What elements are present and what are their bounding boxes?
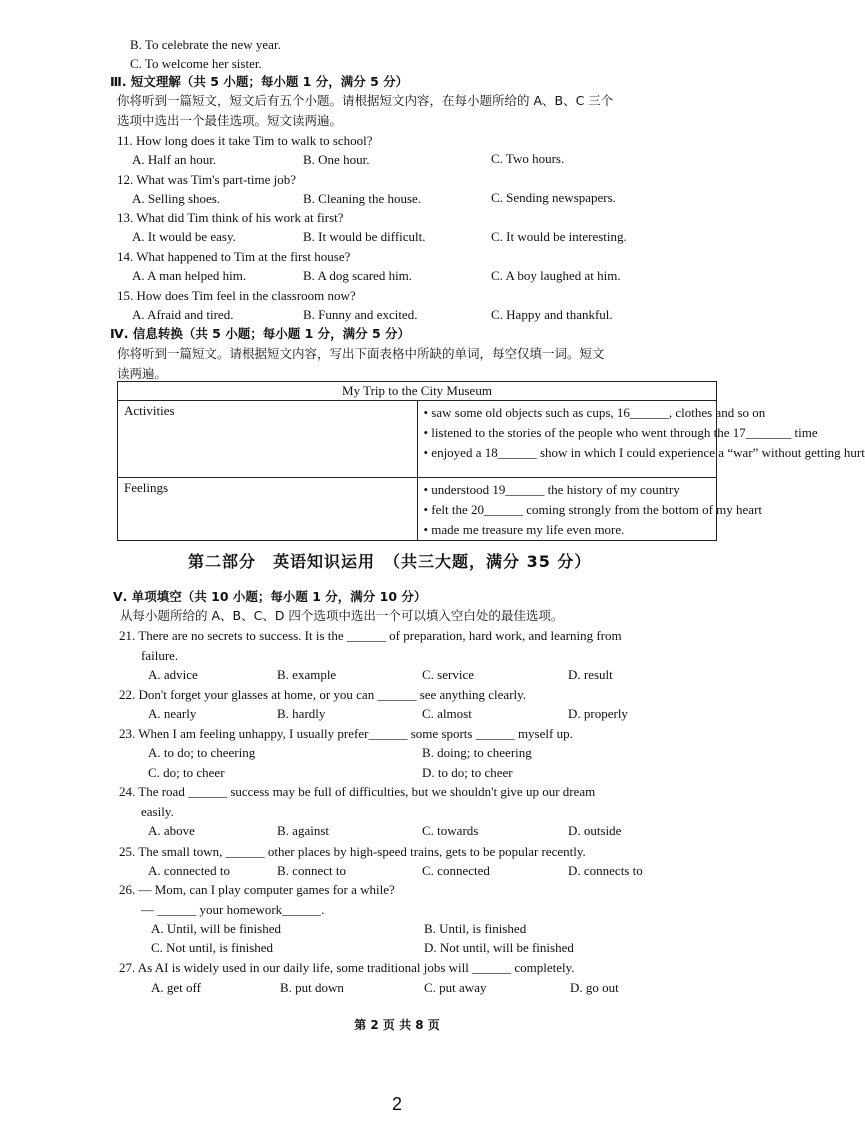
question-stem: 23. When I am feeling unhappy, I usually prefer______ some sports ______ myself up. [119,726,573,741]
option-c: C. Not until, is finished [151,940,274,955]
option-a: A. nearly [148,706,197,721]
feelings-cell [417,478,763,541]
section-5-instruction: 从每小题所给的 A、B、C、D 四个选项中选出一个可以填入空白处的最佳选项。 [120,608,564,623]
activities-cell [417,401,865,478]
option-b: B. To celebrate the new year. [130,37,281,52]
option-a: A. to do; to cheering [148,745,256,760]
activity-item: • enjoyed a 18______ show in which I could experience a “war” without getting hurt [423,445,865,460]
option-c: C. Happy and thankful. [491,307,613,322]
option-a: A. get off [151,980,201,995]
section-4-title: Ⅳ. 信息转换（共 5 小题；每小题 1 分，满分 5 分） [110,326,411,341]
section-4-instruction: 你将听到一篇短文。请根据短文内容，写出下面表格中所缺的单词，每空仅填一词。短文 [117,346,605,361]
option-b: B. It would be difficult. [303,229,426,244]
question-stem: failure. [141,648,179,663]
option-a: A. advice [148,667,198,682]
option-b: B. A dog scared him. [303,268,413,283]
option-b: B. One hour. [303,152,370,167]
activity-item: • listened to the stories of the people who went through the 17_______ time [423,425,818,440]
page-number: 2 [391,1094,402,1114]
option-c: C. Two hours. [491,151,565,166]
option-c: C. service [422,667,474,682]
option-b: B. Funny and excited. [303,307,418,322]
question-stem: 24. The road ______ success may be full of difficulties, but we shouldn't give up our dream [119,784,596,799]
question-stem: easily. [141,804,174,819]
option-c: C. almost [422,706,472,721]
feeling-item: • understood 19______ the history of my country [423,482,680,497]
question-stem: 21. There are no secrets to success. It is the ______ of preparation, hard work, and learning from [119,628,622,643]
question-stem: 27. As AI is widely used in our daily life, some traditional jobs will ______ completely. [119,960,575,975]
option-b: B. Cleaning the house. [303,191,422,206]
page-footer: 第 2 页 共 8 页 [354,1018,440,1032]
question-stem: 26. — Mom, can I play computer games for a while? [119,882,395,897]
option-d: D. connects to [568,863,643,878]
option-c: C. To welcome her sister. [130,56,262,71]
option-c: C. It would be interesting. [491,229,627,244]
question-stem: 15. How does Tim feel in the classroom now? [117,288,356,303]
feeling-item: • felt the 20______ coming strongly from the bottom of my heart [423,502,763,517]
option-a: A. Afraid and tired. [132,307,234,322]
option-b: B. hardly [277,706,326,721]
option-a: A. Until, will be finished [151,921,281,936]
section-3-instruction: 你将听到一篇短文，短文后有五个小题。请根据短文内容，在每小题所给的 A、B、C 三个 [117,93,614,108]
activities-label: Activities [118,401,418,478]
option-d: D. go out [570,980,619,995]
section-3-title: Ⅲ. 短文理解（共 5 小题；每小题 1 分，满分 5 分） [110,74,409,89]
feeling-item: • made me treasure my life even more. [423,522,625,537]
question-stem: — ______ your homework______. [141,902,325,917]
section-3-instruction: 选项中选出一个最佳选项。短文读两遍。 [117,113,343,128]
option-a: A. It would be easy. [132,229,236,244]
option-b: B. Until, is finished [424,921,527,936]
option-b: B. example [277,667,337,682]
question-stem: 11. How long does it take Tim to walk to school? [117,133,373,148]
option-b: B. put down [280,980,344,995]
option-c: C. do; to cheer [148,765,225,780]
option-b: B. against [277,823,329,838]
section-4-instruction: 读两遍。 [117,366,168,381]
option-a: A. Half an hour. [132,152,217,167]
table-caption: My Trip to the City Museum [118,382,717,401]
option-d: D. properly [568,706,628,721]
question-stem: 13. What did Tim think of his work at first? [117,210,344,225]
question-stem: 22. Don't forget your glasses at home, or you can ______ see anything clearly. [119,687,527,702]
option-d: D. outside [568,823,622,838]
option-a: A. Selling shoes. [132,191,221,206]
option-c: C. A boy laughed at him. [491,268,621,283]
activity-item: • saw some old objects such as cups, 16______, clothes and so on [423,405,766,420]
feelings-label: Feelings [118,478,418,541]
option-c: C. Sending newspapers. [491,190,616,205]
option-d: D. Not until, will be finished [424,940,574,955]
option-d: D. to do; to cheer [422,765,513,780]
option-c: C. towards [422,823,479,838]
question-stem: 12. What was Tim's part-time job? [117,172,297,187]
part-2-title: 第二部分 英语知识运用 （共三大题，满分 35 分） [188,552,592,571]
option-c: C. put away [424,980,487,995]
section-5-title: Ⅴ. 单项填空（共 10 小题；每小题 1 分，满分 10 分） [113,589,427,604]
option-b: B. connect to [277,863,346,878]
option-b: B. doing; to cheering [422,745,532,760]
info-table [117,381,865,541]
option-a: A. above [148,823,195,838]
question-stem: 25. The small town, ______ other places by high-speed trains, gets to be popular recently. [119,844,586,859]
option-a: A. A man helped him. [132,268,247,283]
question-stem: 14. What happened to Tim at the first house? [117,249,351,264]
option-a: A. connected to [148,863,230,878]
option-d: D. result [568,667,613,682]
option-c: C. connected [422,863,490,878]
